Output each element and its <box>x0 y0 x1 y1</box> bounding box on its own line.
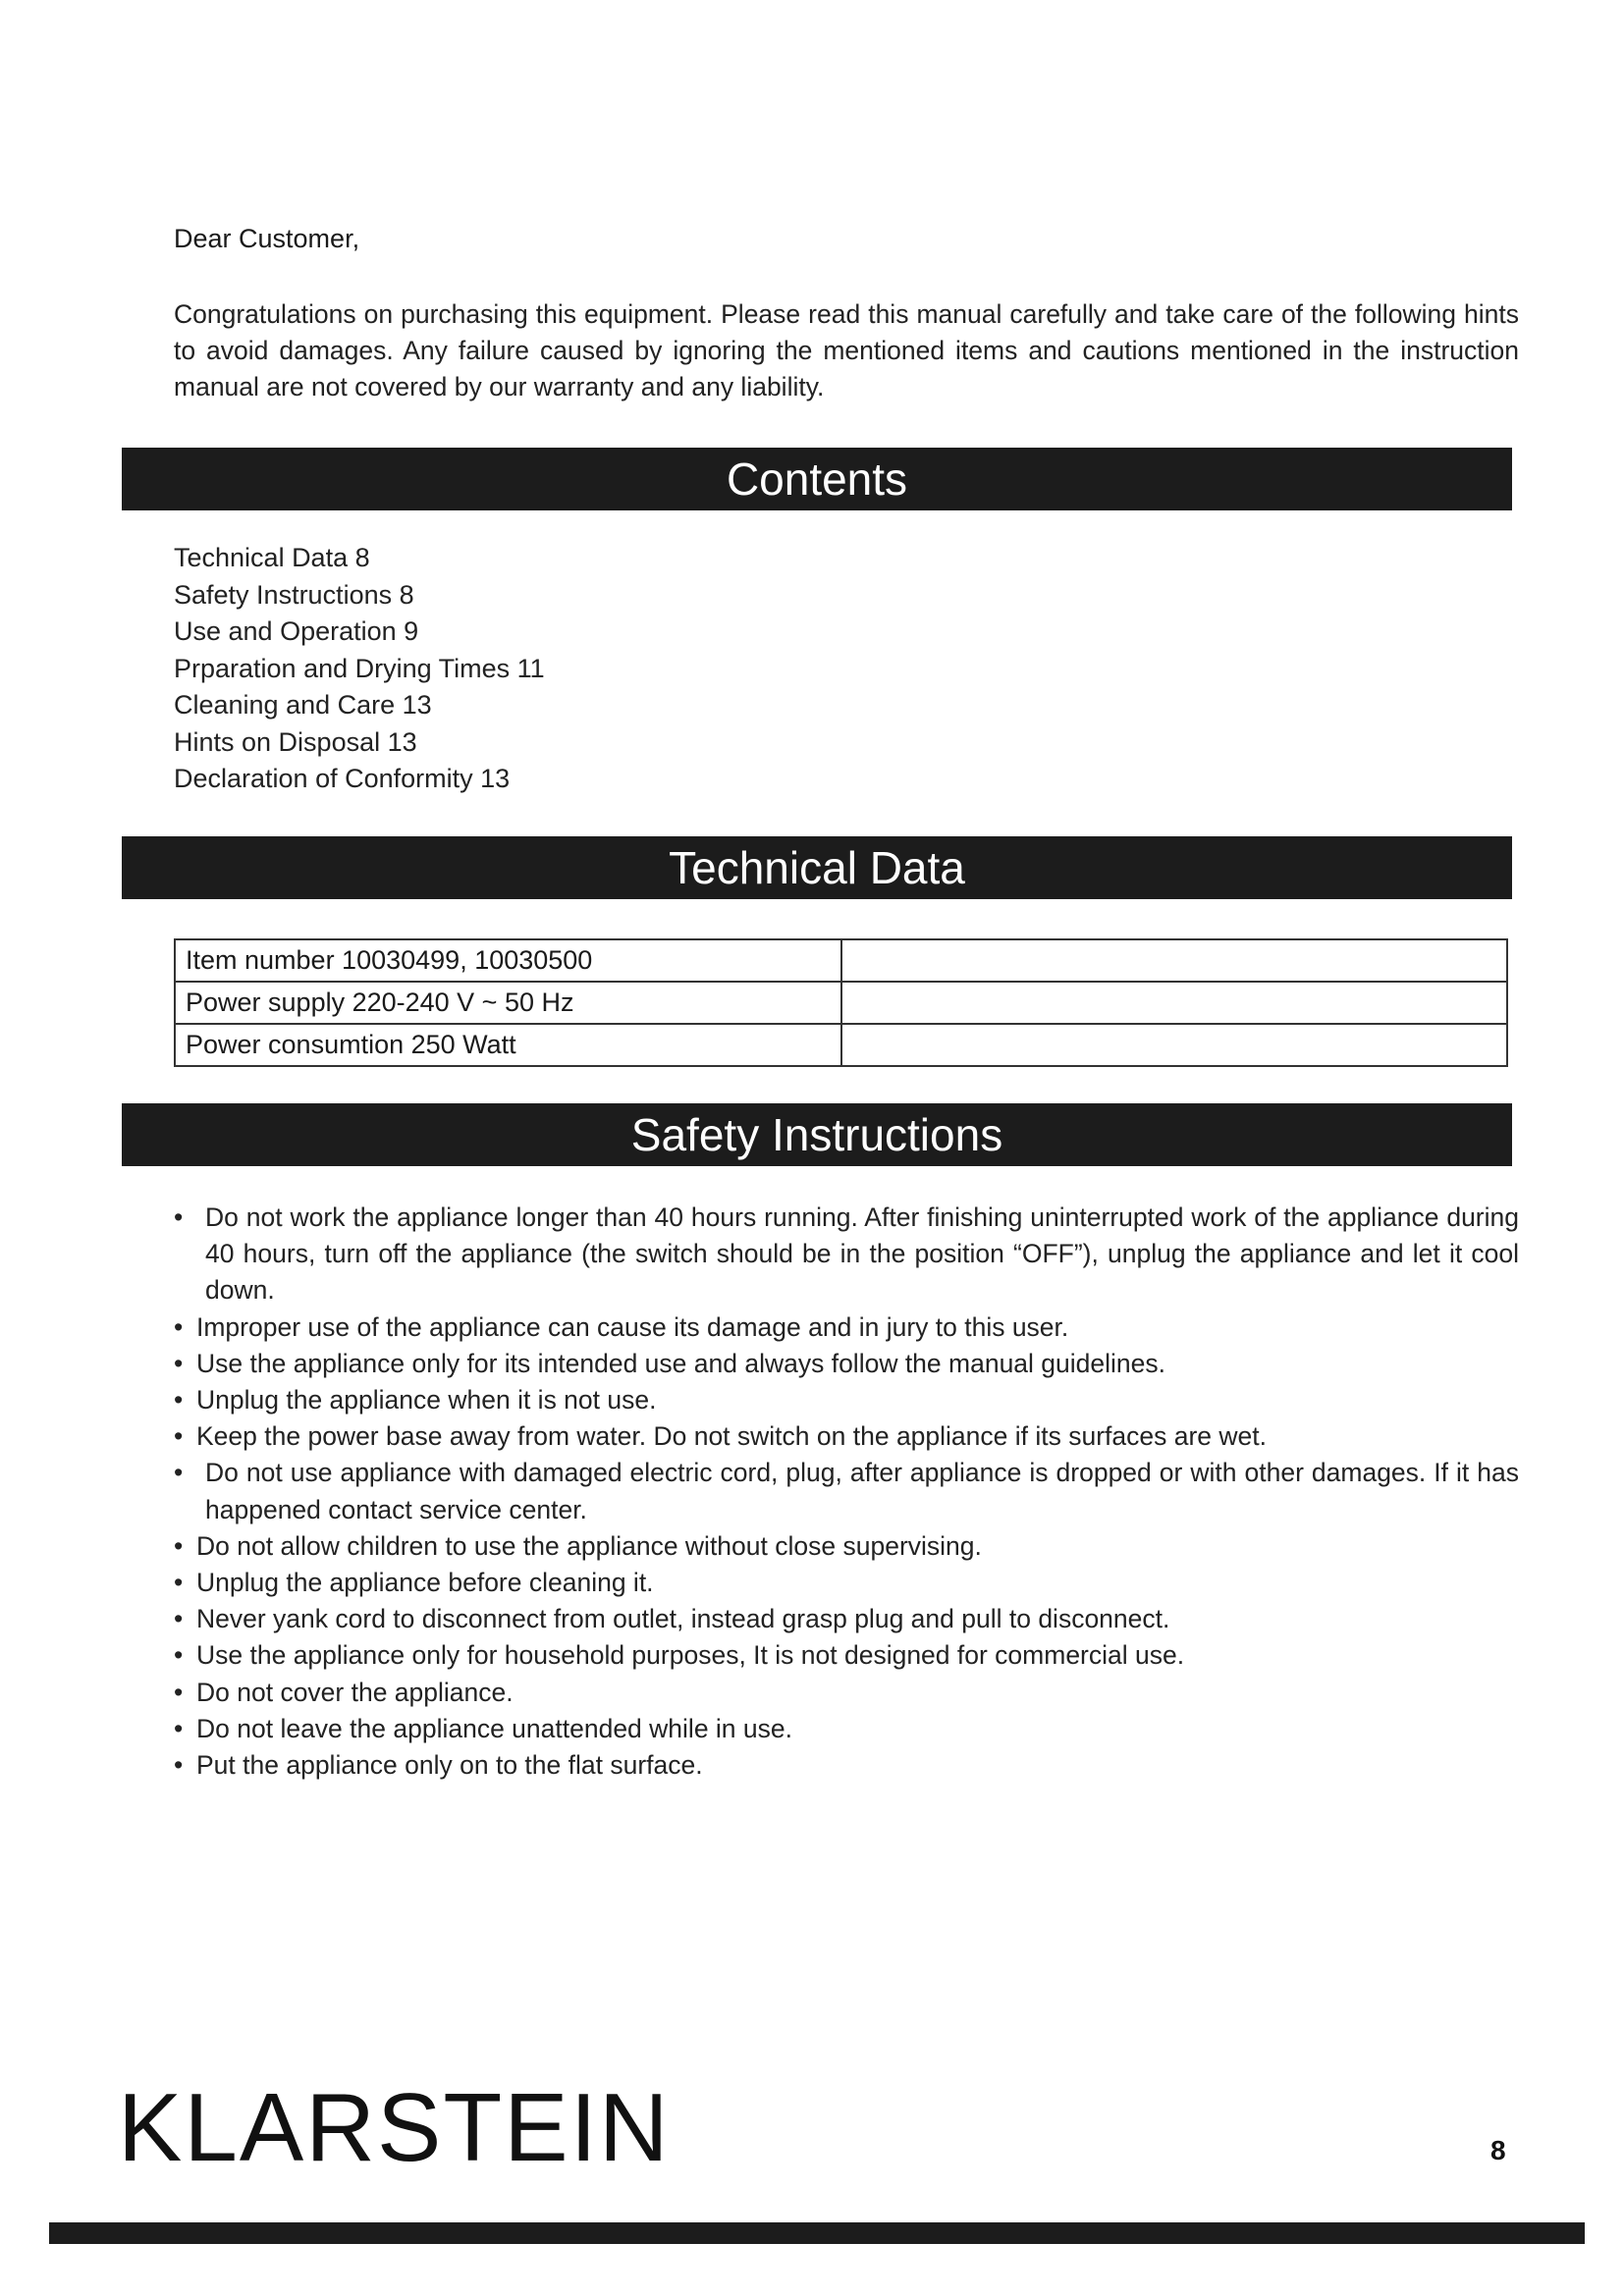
bullet-icon: • <box>174 1640 184 1671</box>
list-item-text: Keep the power base away from water. Do not switch on the appliance if its surfaces are wet. <box>196 1421 1268 1452</box>
brand-logo: KLARSTEIN <box>118 2073 671 2181</box>
list-item <box>174 1637 1519 1674</box>
contents-item: Technical Data 8 <box>174 543 370 572</box>
list-item-text: Do not use appliance with damaged electric cord, plug, after appliance is dropped or with other damages. If it has happened contact service center. <box>205 1458 1519 1524</box>
safety-list <box>174 1200 1519 1784</box>
table-cell <box>841 1024 1508 1066</box>
list-item <box>174 1418 1519 1455</box>
table-cell: Item number 10030499, 10030500 <box>175 939 841 982</box>
list-item <box>174 1747 1519 1784</box>
list-item <box>174 1528 1519 1565</box>
bullet-icon: • <box>174 1568 184 1598</box>
table-cell <box>841 982 1508 1024</box>
bullet-icon: • <box>174 1677 184 1707</box>
bullet-icon: • <box>174 1385 184 1415</box>
contents-list <box>174 540 545 798</box>
bullet-icon: • <box>174 1348 184 1378</box>
table-cell <box>841 939 1508 982</box>
list-item-text: Put the appliance only on to the flat surface. <box>196 1750 703 1781</box>
bullet-icon: • <box>174 1458 184 1488</box>
table-row <box>175 1024 1507 1066</box>
footer-bar <box>49 2222 1585 2244</box>
list-item-text: Unplug the appliance before cleaning it. <box>196 1568 654 1598</box>
bullet-icon: • <box>174 1311 184 1342</box>
contents-item: Cleaning and Care 13 <box>174 690 432 720</box>
bullet-icon: • <box>174 1713 184 1743</box>
table-row <box>175 982 1507 1024</box>
list-item-text: Never yank cord to disconnect from outlet, instead grasp plug and pull to disconnect. <box>196 1604 1170 1634</box>
greeting: Dear Customer, <box>174 224 360 253</box>
contents-item: Use and Operation 9 <box>174 616 419 646</box>
table-cell: Power consumtion 250 Watt <box>175 1024 841 1066</box>
technical-data-table <box>174 938 1508 1067</box>
table-cell: Power supply 220-240 V ~ 50 Hz <box>175 982 841 1024</box>
bullet-icon: • <box>174 1421 184 1452</box>
table-row <box>175 939 1507 982</box>
list-item <box>174 1309 1519 1346</box>
bullet-icon: • <box>174 1604 184 1634</box>
list-item-text: Do not work the appliance longer than 40 hours running. After finishing uninterrupted work of the appliance during 40 hours, turn off the appliance (the switch should be in the position “OFF”), unplug the appliance and let it cool down. <box>205 1202 1519 1306</box>
list-item-text: Do not cover the appliance. <box>196 1677 514 1707</box>
list-item <box>174 1382 1519 1418</box>
list-item-text: Do not allow children to use the appliance without close supervising. <box>196 1530 982 1561</box>
list-item <box>174 1601 1519 1637</box>
bullet-icon: • <box>174 1202 184 1232</box>
list-item-text: Improper use of the appliance can cause its damage and in jury to this user. <box>196 1311 1069 1342</box>
list-item-text: Use the appliance only for its intended use and always follow the manual guidelines. <box>196 1348 1165 1378</box>
list-item <box>174 1675 1519 1711</box>
list-item <box>174 1711 1519 1747</box>
list-item-text: Use the appliance only for household purposes, It is not designed for commercial use. <box>196 1640 1185 1671</box>
list-item <box>174 1455 1519 1527</box>
page-number: 8 <box>1490 2135 1506 2165</box>
bullet-icon: • <box>174 1530 184 1561</box>
list-item <box>174 1346 1519 1382</box>
contents-item: Safety Instructions 8 <box>174 579 414 610</box>
contents-heading: Contents <box>122 448 1512 510</box>
list-item <box>174 1565 1519 1601</box>
contents-item: Prparation and Drying Times 11 <box>174 653 545 683</box>
bullet-icon: • <box>174 1750 184 1781</box>
list-item-text: Do not leave the appliance unattended while in use. <box>196 1713 792 1743</box>
safety-instructions-heading: Safety Instructions <box>122 1103 1512 1166</box>
technical-data-heading: Technical Data <box>122 836 1512 899</box>
list-item <box>174 1200 1519 1309</box>
intro-paragraph: Congratulations on purchasing this equipment. Please read this manual carefully and take care of the following hints to avoid damages. Any failure caused by ignoring the mentioned items and cautions mentioned in the instruction manual are not covered by our warranty and any liability. <box>174 299 1519 401</box>
contents-item: Declaration of Conformity 13 <box>174 764 511 793</box>
list-item-text: Unplug the appliance when it is not use. <box>196 1385 657 1415</box>
contents-item: Hints on Disposal 13 <box>174 726 417 757</box>
